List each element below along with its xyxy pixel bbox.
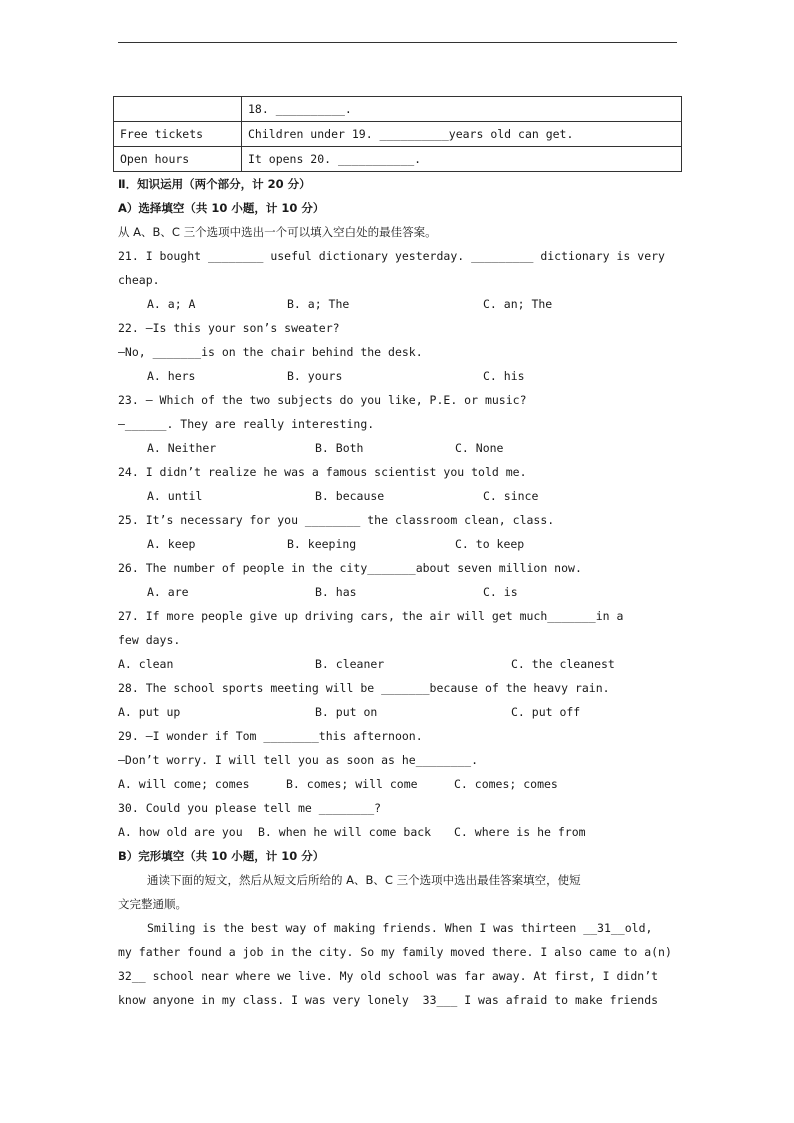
blank-32: 32__ [118,969,146,983]
option-a: A. keep [147,537,196,551]
option-b: B. yours [287,369,343,383]
passage-text: school near where we live. My old school was far away. At first, I didn’t [145,969,659,983]
option-a: A. how old are you [118,825,243,839]
passage-line-2: my father found a job in the city. So my family moved there. I also came to a(n) [118,945,672,959]
option-a: A. hers [147,369,196,383]
q28-line-1: 28. The school sports meeting will be _______because of the heavy rain. [118,681,610,695]
option-a: A. Neither [147,441,217,455]
q22-options [118,364,680,388]
info-table [113,96,682,172]
part-a-instruction: 从 A、B、C 三个选项中选出一个可以填入空白处的最佳答案。 [118,225,437,239]
option-b: B. cleaner [315,657,385,671]
table-label [114,97,242,122]
passage-line-4 [118,988,680,1012]
option-c: C. comes; comes [454,777,558,791]
q27-line-1: 27. If more people give up driving cars, the air will get much_______in a [118,609,624,623]
q26-line-1: 26. The number of people in the city_______about seven million now. [118,561,582,575]
option-c: C. an; The [483,297,553,311]
q27-line-2: few days. [118,633,181,647]
part-a-heading: A）选择填空（共 10 小题，计 10 分） [118,201,325,215]
q26-options [118,580,680,604]
table-label: Open hours [114,147,242,172]
passage-text: I was afraid to make friends [457,993,659,1007]
q29-line-1: 29. —I wonder if Tom ________this afternoon. [118,729,423,743]
q23-line-1: 23. — Which of the two subjects do you like, P.E. or music? [118,393,527,407]
passage-text: old, [624,921,653,935]
q29-options [118,772,680,796]
option-c: C. where is he from [454,825,586,839]
exam-content [118,172,680,1012]
q22-line-1: 22. —Is this your son’s sweater? [118,321,340,335]
passage-line-1 [118,916,680,940]
header-rule [118,42,677,43]
option-b: B. keeping [287,537,357,551]
option-c: C. the cleanest [511,657,615,671]
table-row [114,122,682,147]
option-b: B. has [315,585,357,599]
q21-line-2: cheap. [118,273,160,287]
q21-options [118,292,680,316]
option-b: B. comes; will come [286,777,418,791]
blank-33: 33___ [422,993,458,1007]
option-a: A. will come; comes [118,777,250,791]
option-b: B. when he will come back [258,825,432,839]
section-heading: Ⅱ．知识运用（两个部分，计 20 分） [118,177,311,191]
passage-text: know anyone in my class. I was very lonely [118,993,423,1007]
q25-options [118,532,680,556]
option-c: C. put off [511,705,581,719]
option-b: B. put on [315,705,378,719]
q27-options [118,652,680,676]
q22-line-2: —No, _______is on the chair behind the desk. [118,345,423,359]
table-label: Free tickets [114,122,242,147]
option-c: C. is [483,585,518,599]
option-b: B. because [315,489,385,503]
blank-31: __31__ [583,921,625,935]
part-b-instruction-2: 文完整通顺。 [118,897,187,911]
option-c: C. None [455,441,504,455]
q23-line-2: —______. They are really interesting. [118,417,375,431]
option-c: C. his [483,369,525,383]
option-b: B. Both [315,441,364,455]
q25-line-1: 25. It’s necessary for you ________ the classroom clean, class. [118,513,555,527]
option-a: A. put up [118,705,181,719]
q30-line-1: 30. Could you please tell me ________? [118,801,382,815]
q23-options [118,436,680,460]
q29-line-2: —Don’t worry. I will tell you as soon as he________. [118,753,479,767]
table-row [114,147,682,172]
table-value: 18. __________. [242,97,682,122]
part-b-heading: B）完形填空（共 10 小题，计 10 分） [118,849,325,863]
table-row [114,97,682,122]
q30-options [118,820,680,844]
option-c: C. to keep [455,537,525,551]
option-a: A. a; A [147,297,196,311]
table-value: It opens 20. ___________. [242,147,682,172]
option-a: A. until [147,489,203,503]
passage-line-3 [118,964,680,988]
passage-text: Smiling is the best way of making friends. When I was thirteen [147,921,584,935]
q28-options [118,700,680,724]
option-b: B. a; The [287,297,350,311]
option-a: A. are [147,585,189,599]
option-c: C. since [483,489,539,503]
part-b-instruction-1: 通读下面的短文，然后从短文后所给的 A、B、C 三个选项中选出最佳答案填空，使短 [147,873,581,887]
table-value: Children under 19. __________years old can get. [242,122,682,147]
q21-line-1: 21. I bought ________ useful dictionary yesterday. _________ dictionary is very [118,249,665,263]
option-a: A. clean [118,657,174,671]
q24-options [118,484,680,508]
q24-line-1: 24. I didn’t realize he was a famous scientist you told me. [118,465,527,479]
